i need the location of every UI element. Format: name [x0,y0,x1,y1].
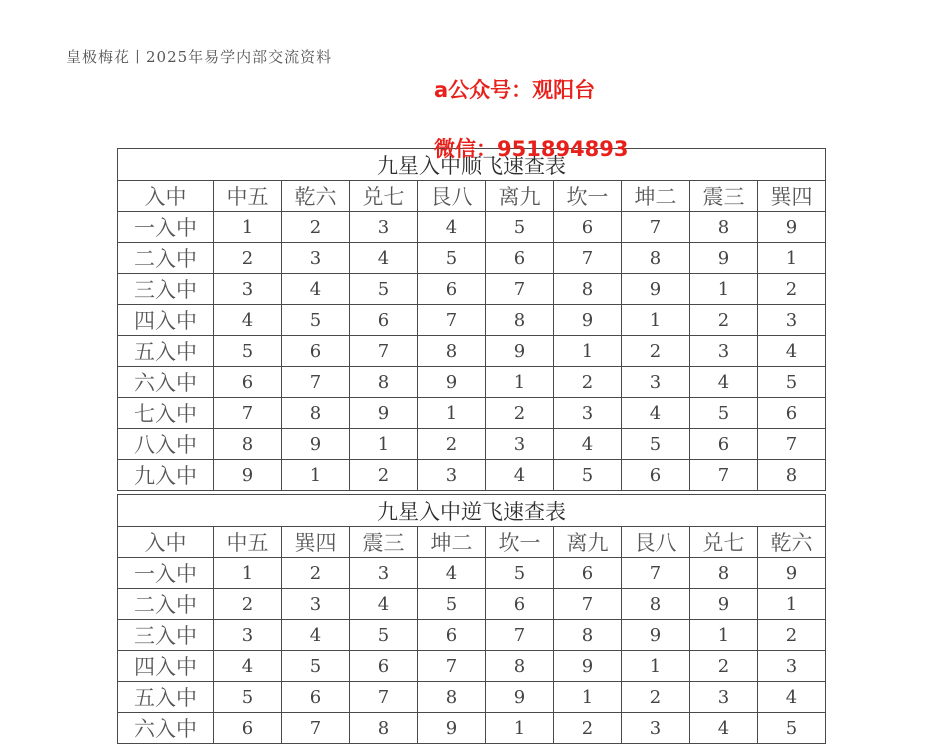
column-header: 坎一 [486,527,554,558]
table-header-row [118,181,826,212]
table-cell: 7 [758,429,826,460]
table-cell: 4 [418,212,486,243]
table-cell: 2 [418,429,486,460]
table-cell: 2 [350,460,418,491]
row-label: 九入中 [118,460,214,491]
column-header: 坤二 [622,181,690,212]
table-cell: 8 [418,336,486,367]
table-cell: 2 [758,274,826,305]
table-cell: 1 [350,429,418,460]
table-cell: 4 [350,589,418,620]
table-cell: 5 [350,620,418,651]
table-cell: 5 [554,460,622,491]
table-row [118,620,826,651]
table-cell: 6 [418,274,486,305]
table-cell: 3 [282,589,350,620]
table-cell: 1 [418,398,486,429]
row-label: 一入中 [118,558,214,589]
table-row [118,398,826,429]
table-cell: 9 [418,367,486,398]
table-cell: 5 [758,713,826,744]
table-cell: 9 [282,429,350,460]
table-cell: 4 [418,558,486,589]
table-row [118,429,826,460]
table-cell: 8 [622,243,690,274]
table-cell: 3 [622,713,690,744]
table-cell: 3 [758,651,826,682]
row-label: 八入中 [118,429,214,460]
table-cell: 6 [758,398,826,429]
table-cell: 7 [554,243,622,274]
table-cell: 7 [350,682,418,713]
table-cell: 3 [554,398,622,429]
table-cell: 2 [486,398,554,429]
column-header: 巽四 [758,181,826,212]
table-cell: 4 [350,243,418,274]
table-cell: 3 [758,305,826,336]
table-cell: 2 [758,620,826,651]
table-cell: 4 [554,429,622,460]
column-header: 离九 [486,181,554,212]
table-cell: 3 [418,460,486,491]
table-cell: 1 [554,336,622,367]
table-row [118,305,826,336]
table-cell: 6 [622,460,690,491]
column-header: 兑七 [690,527,758,558]
table-cell: 5 [486,212,554,243]
table-cell: 4 [690,713,758,744]
table-cell: 6 [486,243,554,274]
table-cell: 4 [214,651,282,682]
column-header: 乾六 [282,181,350,212]
table-cell: 6 [554,212,622,243]
table-cell: 7 [350,336,418,367]
table-cell: 3 [350,212,418,243]
row-label: 三入中 [118,274,214,305]
table-cell: 5 [214,336,282,367]
column-header: 坎一 [554,181,622,212]
table-row [118,558,826,589]
row-label: 三入中 [118,620,214,651]
table-row [118,651,826,682]
table-cell: 1 [690,274,758,305]
table-cell: 5 [350,274,418,305]
table-header-row [118,527,826,558]
table-cell: 1 [554,682,622,713]
table-cell: 8 [418,682,486,713]
row-label: 一入中 [118,212,214,243]
table-row [118,682,826,713]
row-label: 四入中 [118,651,214,682]
table-cell: 3 [282,243,350,274]
table-cell: 6 [418,620,486,651]
column-header: 中五 [214,181,282,212]
column-header: 兑七 [350,181,418,212]
table-title: 九星入中逆飞速查表 [118,495,826,527]
table-cell: 3 [214,274,282,305]
table-cell: 7 [418,651,486,682]
table-row [118,274,826,305]
table-cell: 1 [758,589,826,620]
row-label: 二入中 [118,243,214,274]
column-header: 中五 [214,527,282,558]
reverse-flight-table [117,494,826,744]
column-header: 乾六 [758,527,826,558]
table-cell: 7 [214,398,282,429]
table-cell: 8 [282,398,350,429]
document-header: 皇极梅花丨2025年易学内部交流资料 [66,48,333,66]
table-cell: 8 [350,713,418,744]
table-cell: 1 [486,367,554,398]
table-cell: 5 [758,367,826,398]
table-cell: 7 [282,367,350,398]
table-cell: 1 [758,243,826,274]
table-cell: 2 [690,305,758,336]
table-cell: 6 [214,367,282,398]
table-row [118,367,826,398]
table-cell: 9 [418,713,486,744]
table-cell: 7 [690,460,758,491]
table-row [118,589,826,620]
table-cell: 4 [758,336,826,367]
table-cell: 1 [282,460,350,491]
table-cell: 9 [758,558,826,589]
table-cell: 3 [622,367,690,398]
row-label: 六入中 [118,367,214,398]
table-cell: 1 [214,558,282,589]
table-cell: 4 [622,398,690,429]
table-cell: 6 [282,682,350,713]
table-cell: 4 [758,682,826,713]
table-cell: 6 [554,558,622,589]
table-cell: 4 [282,620,350,651]
table-cell: 7 [622,212,690,243]
table-cell: 6 [486,589,554,620]
table-cell: 2 [690,651,758,682]
table-cell: 9 [350,398,418,429]
table-cell: 2 [214,589,282,620]
table-cell: 8 [690,558,758,589]
table-row [118,212,826,243]
row-label: 五入中 [118,682,214,713]
table-cell: 8 [486,305,554,336]
forward-flight-table [117,148,826,491]
table-cell: 8 [214,429,282,460]
table-cell: 9 [622,274,690,305]
table-cell: 7 [282,713,350,744]
table-cell: 2 [282,212,350,243]
table-cell: 9 [486,682,554,713]
table-cell: 8 [690,212,758,243]
table-cell: 3 [350,558,418,589]
table-cell: 4 [486,460,554,491]
table-cell: 8 [622,589,690,620]
table-cell: 5 [418,243,486,274]
row-label: 六入中 [118,713,214,744]
table-cell: 7 [418,305,486,336]
table-cell: 2 [554,367,622,398]
table-cell: 2 [214,243,282,274]
table-cell: 1 [486,713,554,744]
table-cell: 5 [282,651,350,682]
table-cell: 5 [486,558,554,589]
column-header: 震三 [690,181,758,212]
table-cell: 7 [622,558,690,589]
table-cell: 7 [554,589,622,620]
table-row [118,336,826,367]
column-header: 艮八 [418,181,486,212]
table-cell: 9 [690,243,758,274]
table-cell: 6 [350,651,418,682]
watermark-official-account: a公众号：观阳台 [434,78,596,102]
table-cell: 3 [690,682,758,713]
table-cell: 2 [622,336,690,367]
table-cell: 4 [282,274,350,305]
table-cell: 3 [486,429,554,460]
table-cell: 9 [690,589,758,620]
table-cell: 6 [350,305,418,336]
table-cell: 9 [554,305,622,336]
table-cell: 9 [758,212,826,243]
table-cell: 1 [690,620,758,651]
table-cell: 5 [622,429,690,460]
column-header: 坤二 [418,527,486,558]
table-cell: 8 [486,651,554,682]
row-label: 五入中 [118,336,214,367]
table-cell: 9 [554,651,622,682]
row-label: 二入中 [118,589,214,620]
table-cell: 2 [622,682,690,713]
table-cell: 1 [214,212,282,243]
table-cell: 5 [282,305,350,336]
table-cell: 1 [622,305,690,336]
table-cell: 3 [214,620,282,651]
table-cell: 1 [622,651,690,682]
table-row [118,713,826,744]
row-label: 四入中 [118,305,214,336]
table-cell: 2 [282,558,350,589]
row-label: 七入中 [118,398,214,429]
table-cell: 7 [486,620,554,651]
column-header: 艮八 [622,527,690,558]
column-header: 入中 [118,527,214,558]
table-cell: 4 [690,367,758,398]
table-cell: 6 [282,336,350,367]
table-cell: 5 [214,682,282,713]
table-row [118,243,826,274]
table-cell: 9 [486,336,554,367]
table-cell: 8 [758,460,826,491]
table-cell: 9 [214,460,282,491]
table-cell: 2 [554,713,622,744]
table-cell: 4 [214,305,282,336]
table-row [118,460,826,491]
column-header: 巽四 [282,527,350,558]
table-cell: 6 [214,713,282,744]
table-cell: 8 [554,620,622,651]
table-cell: 5 [418,589,486,620]
column-header: 入中 [118,181,214,212]
table-cell: 5 [690,398,758,429]
table-cell: 3 [690,336,758,367]
table-cell: 9 [622,620,690,651]
watermark-wechat: 微信：951894893 [434,137,629,161]
table-title: 九星入中顺飞速查表 [118,149,826,181]
table-cell: 6 [690,429,758,460]
table-cell: 8 [350,367,418,398]
column-header: 震三 [350,527,418,558]
table-cell: 7 [486,274,554,305]
column-header: 离九 [554,527,622,558]
table-cell: 8 [554,274,622,305]
